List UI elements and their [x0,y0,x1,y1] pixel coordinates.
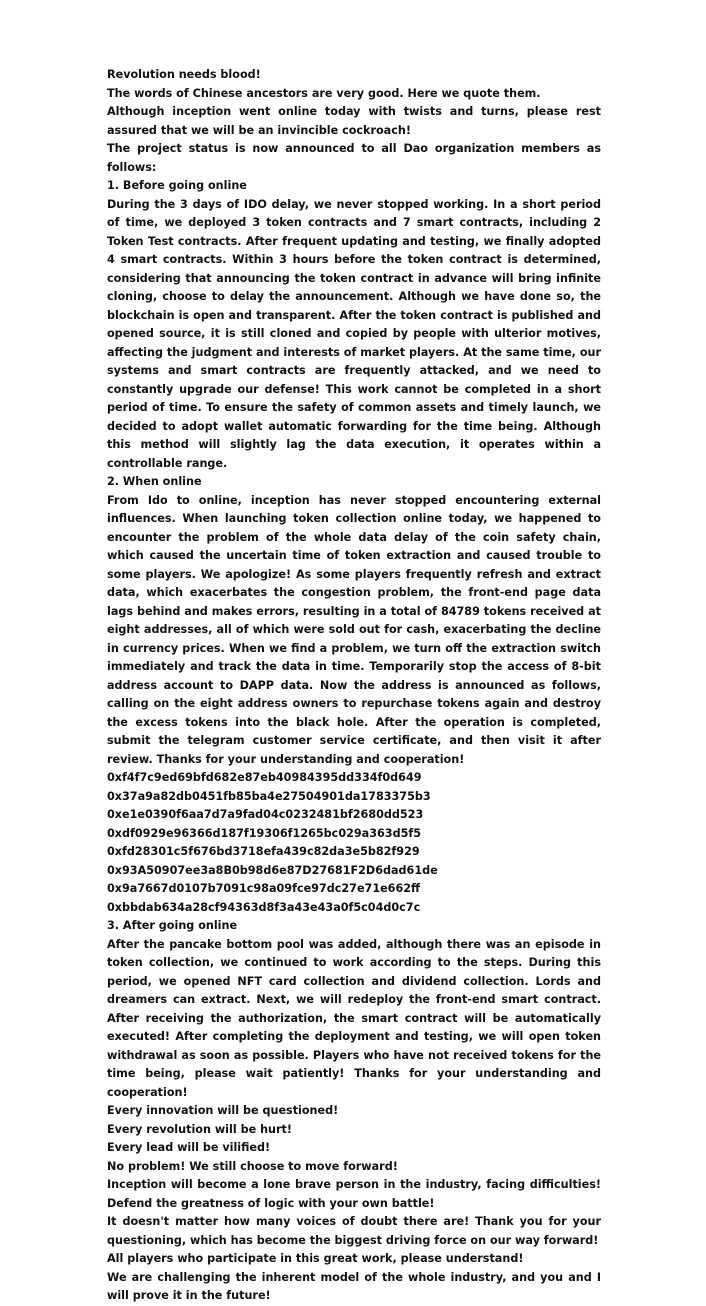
closing-line: No problem! We still choose to move forward! [107,1159,398,1173]
wallet-address: 0xe1e0390f6aa7d7a9fad04c0232481bf2680dd523 [107,808,424,821]
headline: Revolution needs blood! [107,68,261,81]
wallet-address: 0x37a9a82db0451fb85ba4e27504901da1783375b3 [107,789,431,803]
section-heading-before-online: 1. Before going online [107,179,247,192]
intro-quote: The words of Chinese ancestors are very good. Here we quote them. [107,86,541,100]
paragraph-before-online: During the 3 days of IDO delay, we never stopped working. In a short period of time, we deployed 3 token contracts and 7 smart contracts, including 2 Token Test contracts. After frequent updating and testing, we finally adopted 4 smart contracts. Within 3 hours before the token contract is determined, considering that announcing the token contract in advance will bring infinite cloning, choose to delay the announcement. Although we have done so, the blockchain is open and transparent. After the token contract is published and opened source, it is still cloned and copied by people with ulterior motives, affecting the judgment and interests of market players. At the same time, our systems and smart contracts are frequently attacked, and we need to constantly upgrade our defense! This work cannot be completed in a short period of time. To ensure the safety of common assets and timely launch, we decided to adopt wallet automatic forwarding for the time being. Although this method will slightly lag the data execution, it operates within a controllable range. [107,197,601,470]
announcement-document [107,66,601,1306]
wallet-address: 0xdf0929e96366d187f19306f1265bc029a363d5f5 [107,826,422,840]
wallet-address: 0x9a7667d0107b7091c98a09fce97dc27e71e662ff [107,882,421,895]
paragraph-when-online: From Ido to online, inception has never stopped encountering external influences. When launching token collection online today, we happened to encounter the problem of the whole data delay of the coin safety chain, which caused the uncertain time of token extraction and caused trouble to some players. We apologize! As some players frequently refresh and extract data, which exacerbates the congestion problem, the front-end page data lags behind and makes errors, resulting in a total of 84789 tokens received at eight addresses, all of which were sold out for cash, exacerbating the decline in currency prices. When we find a problem, we turn off the extraction switch immediately and track the data in time. Temporarily stop the access of 8-bit address account to DAPP data. Now the address is announced as follows, calling on the eight address owners to repurchase tokens again and destroy the excess tokens into the black hole. After the operation is completed, submit the telegram customer service certificate, and then visit it after review. Thanks for your understanding and cooperation! [107,493,601,766]
section-heading-after-online: 3. After going online [107,919,238,932]
wallet-address: 0x93A50907ee3a8B0b98d6e87D27681F2D6dad61de [107,863,438,877]
closing-paragraph: Inception will become a lone brave person in the industry, facing difficulties! Defend the greatness of logic with your own battle! [107,1178,601,1210]
closing-paragraph: It doesn't matter how many voices of doubt there are! Thank you for your questioning, which has become the biggest driving force on our way forward! [107,1215,601,1247]
closing-line: Every revolution will be hurt! [107,1122,292,1136]
intro-announcement: The project status is now announced to all Dao organization members as follows: [107,142,601,174]
section-heading-when-online: 2. When online [107,475,202,488]
paragraph-after-online: After the pancake bottom pool was added, although there was an episode in token collection, we continued to work according to the steps. During this period, we opened NFT card collection and dividend collection. Lords and dreamers can extract. Next, we will redeploy the front-end smart contract. After receiving the authorization, the smart contract will be automatically executed! After completing the deployment and testing, we will open token withdrawal as soon as possible. Players who have not received tokens for the time being, please wait patiently! Thanks for your understanding and cooperation! [107,937,601,1099]
closing-line: Every innovation will be questioned! [107,1104,339,1117]
wallet-address: 0xf4f7c9ed69bfd682e87eb40984395dd334f0d649 [107,771,422,784]
closing-line: Every lead will be vilified! [107,1141,271,1154]
closing-paragraph: We are challenging the inherent model of the whole industry, and you and I will prove it in the future! [107,1270,601,1302]
closing-line: All players who participate in this great work, please understand! [107,1252,524,1265]
intro-assurance: Although inception went online today with twists and turns, please rest assured that we will be an invincible cockroach! [107,105,601,137]
wallet-address: 0xbbdab634a28cf94363d8f3a43e43a0f5c04d0c7c [107,900,421,914]
wallet-address: 0xfd28301c5f676bd3718efa439c82da3e5b82f929 [107,845,420,858]
